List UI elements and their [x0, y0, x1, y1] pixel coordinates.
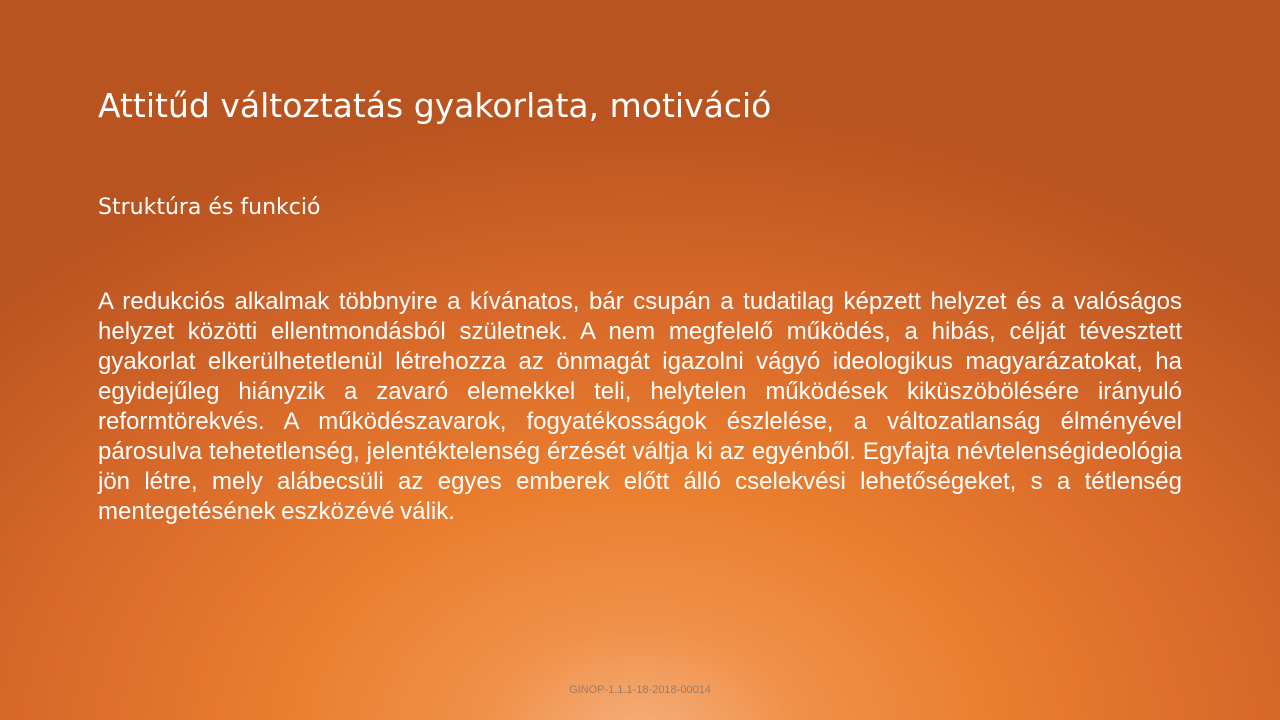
slide-body-text: A redukciós alkalmak többnyire a kívánatos, bár csupán a tudatilag képzett helyzet és a valóságos helyzet közötti ellentmondásból születnek. A nem megfelelő működés, a hibás, célját tévesztett gyakorlat elkerülhetetlenül létrehozza az önmagát igazolni vágyó ideologikus magyarázatokat, ha egyidejűleg hiányzik a zavaró elemekkel teli, helytelen működések kiküszöbölésére irányuló reformtörekvés. A működészavarok, fogyatékosságok észlelése, a változatlanság élményével párosulva tehetetlenség, jelentéktelenség érzését váltja ki az egyénből. Egyfajta névtelenségideológia jön létre, mely alábecsüli az egyes emberek előtt álló cselekvési lehetőségeket, s a tétlenség mentegetésének eszközévé válik.: [98, 288, 1182, 525]
slide-title: Attitűd változtatás gyakorlata, motiváció: [98, 86, 772, 125]
slide-footer: GINOP-1.1.1-18-2018-00014: [569, 684, 711, 696]
slide-subtitle: Struktúra és funkció: [98, 195, 321, 220]
